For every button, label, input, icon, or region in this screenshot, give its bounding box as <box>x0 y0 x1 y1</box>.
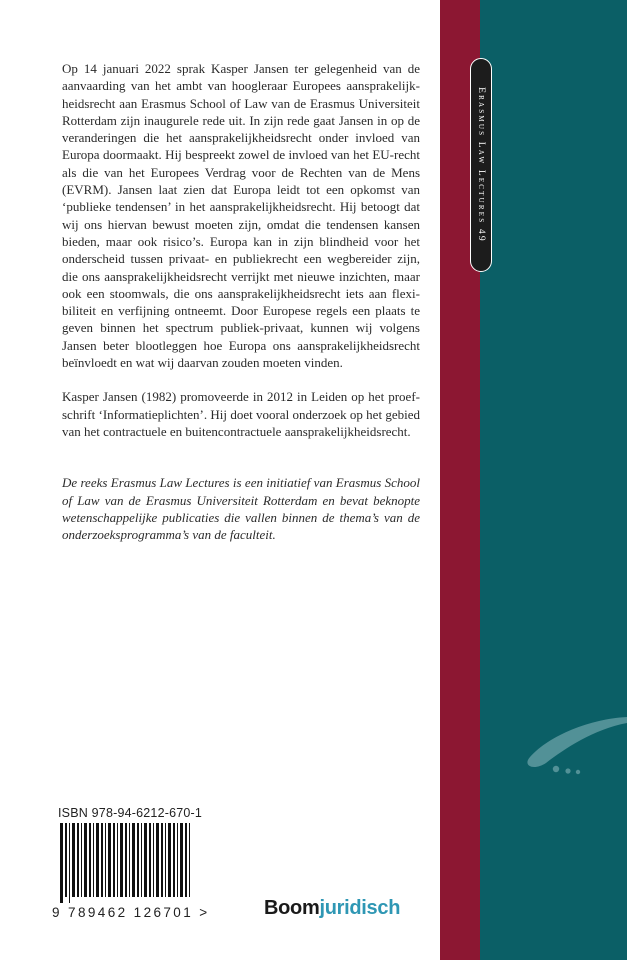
series-spine-text: Erasmus Law Lectures 49 <box>476 87 486 243</box>
back-cover-text <box>62 60 420 543</box>
publisher-name-boom: Boom <box>264 897 320 919</box>
author-bio-paragraph: Kasper Jansen (1982) promoveerde in 2012 in Leiden op het proefschrift ‘Informatieplichten’. Hij doet vooral onderzoek op het gebied van het contractuele en buitencontractuele aansprakelijkheidsrecht. <box>62 389 420 439</box>
series-note: De reeks Erasmus Law Lectures is een initiatief van Erasmus School of Law van de Erasmus Universiteit Rotterdam en bevat beknopte wetenschappelijke publicaties die vallen binnen de thema’s van de onderzoeksprogramma’s van de faculteit. <box>62 475 420 543</box>
publisher-logo <box>264 897 400 920</box>
summary-paragraph: Op 14 januari 2022 sprak Kasper Jansen ter gelegenheid van de aanvaarding van het ambt van hoogleraar Europees aansprakelijkheidsrecht aan Erasmus School of Law van de Erasmus Universiteit Rotterdam zijn inaugurele rede uit. In zijn rede gaat Jansen in op de veranderingen die het aansprakelijkheidsrecht onder invloed van Europa doormaakt. Hij bespreekt zowel de invloed van het EU-recht als die van het Europees Verdrag voor de Rechten van de Mens (EVRM). Jansen laat zien dat Europa leidt tot een opkomst van ‘publieke tendensen’ in het aansprakelijkheidsrecht. Hij betoogt dat wij ons hiervan bewust moeten zijn, omdat die tendensen kansen bieden, maar ook risico’s. Europa kan in zijn blindheid voor het onderscheid tussen privaat- en publiekrecht een wegbereider zijn, die ons aansprakelijkheidsrecht verrijkt met nieuwe inzichten, maar ook een stoomwals, die ons aansprakelijkheidsrecht iets aan flexibiliteit en verfijning ontneemt. Door Europese regels een plaats te geven binnen het spectrum publiek-privaat, kunnen wij volgens Jansen beter blootleggen hoe Europa ons aansprakelijkheidsrecht beïnvloedt en wat wij daarvan zouden moeten vinden. <box>62 61 420 371</box>
series-spine-label <box>470 58 492 272</box>
cover-teal-band <box>480 0 627 960</box>
barcode <box>58 823 196 903</box>
barcode-graphic <box>58 823 196 903</box>
barcode-digits: 9 789462 126701 > <box>52 905 210 920</box>
swoosh-graphic <box>510 705 627 785</box>
publisher-name-juridisch: juridisch <box>319 897 401 919</box>
isbn-label: ISBN 978-94-6212-670-1 <box>58 806 203 820</box>
